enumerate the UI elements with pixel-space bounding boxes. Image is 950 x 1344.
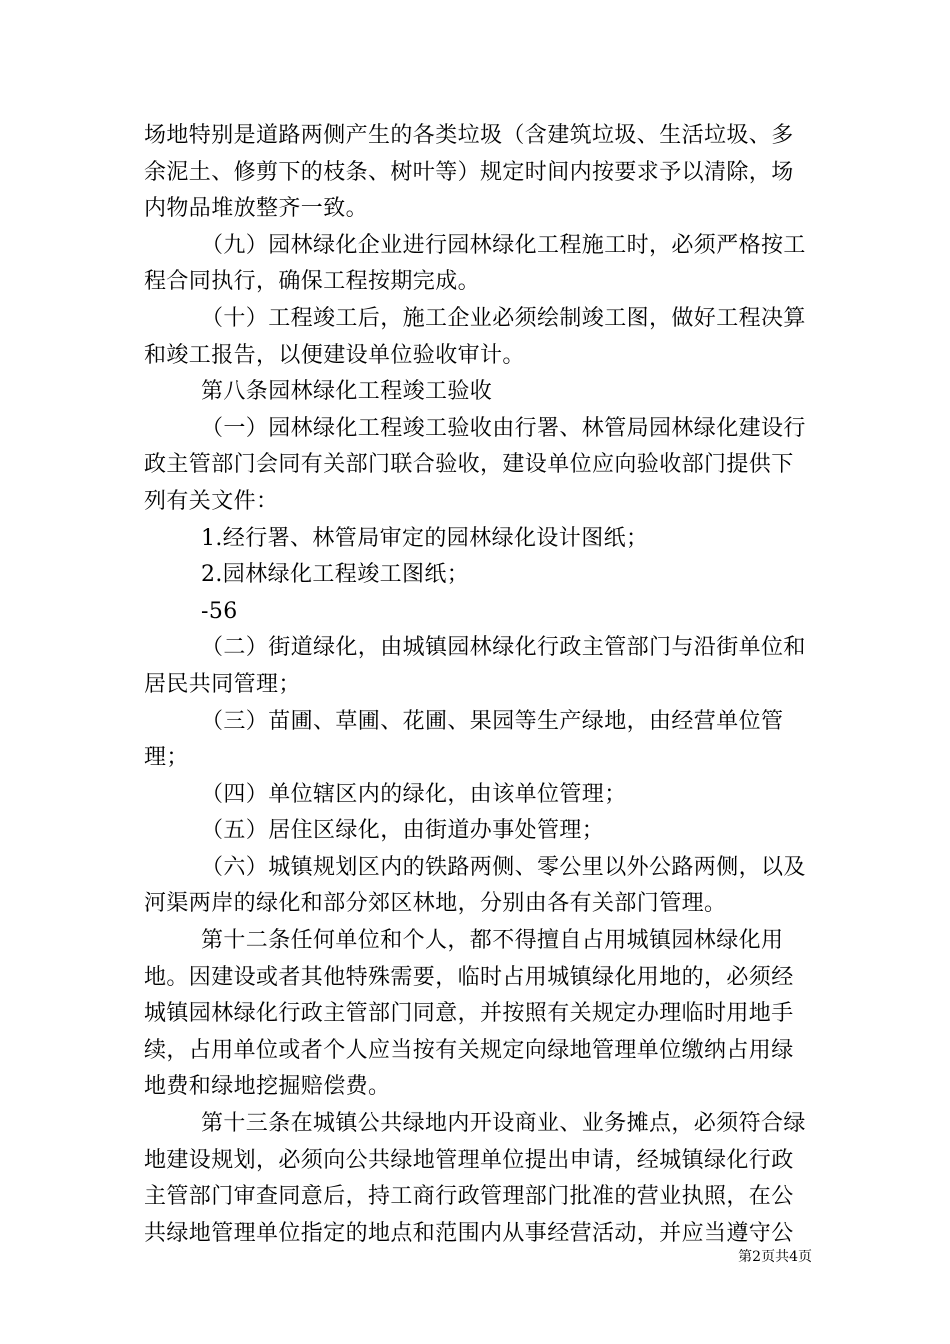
- list-item-1: 1.经行署、林管局审定的园林绿化设计图纸；: [201, 525, 649, 551]
- paragraph-2: （九）园林绿化企业进行园林绿化工程施工时，必须严格按工程合同执行，确保工程按期完成。: [144, 232, 806, 295]
- paragraph-9: （二）街道绿化，由城镇园林绿化行政主管部门与沿街单位和居民共同管理；: [144, 635, 806, 697]
- document-body: [144, 118, 812, 1252]
- paragraph-1: 场地特别是道路两侧产生的各类垃圾（含建筑垃圾、生活垃圾、多余泥土、修剪下的枝条、树叶等）规定时间内按要求予以清除，场内物品堆放整齐一致。: [144, 123, 794, 222]
- article-12-paragraph: 第十二条任何单位和个人，都不得擅自占用城镇园林绿化用地。因建设或者其他特殊需要，临时占用城镇绿化用地的，必须经城镇园林绿化行政主管部门同意，并按照有关规定办理临时用地手续，占用单位或者个人应当按有关规定向绿地管理单位缴纳占用绿地费和绿地挖掘赔偿费。: [144, 928, 794, 1100]
- paragraph-13: （六）城镇规划区内的铁路两侧、零公里以外公路两侧，以及河渠两岸的绿化和部分郊区林地，分别由各有关部门管理。: [144, 854, 806, 917]
- article-13-paragraph: 第十三条在城镇公共绿地内开设商业、业务摊点，必须符合绿地建设规划，必须向公共绿地管理单位提出申请，经城镇绿化行政主管部门审查同意后，持工商行政管理部门批准的营业执照，在公共绿地管理单位指定的地点和范围内从事经营活动，并应当遵守公: [144, 1111, 806, 1246]
- paragraph-11: （四）单位辖区内的绿化，由该单位管理；: [201, 781, 627, 807]
- page-break-number: -56: [201, 598, 238, 624]
- paragraph-10: （三）苗圃、草圃、花圃、果园等生产绿地，由经营单位管理；: [144, 708, 784, 771]
- paragraph-12: （五）居住区绿化，由街道办事处管理；: [201, 818, 605, 844]
- paragraph-3: （十）工程竣工后，施工企业必须绘制竣工图，做好工程决算和竣工报告，以便建设单位验收审计。: [144, 305, 806, 368]
- paragraph-5: （一）园林绿化工程竣工验收由行署、林管局园林绿化建设行政主管部门会同有关部门联合验收，建设单位应向验收部门提供下列有关文件：: [144, 415, 806, 514]
- page-number-footer: 第2页共4页: [738, 1249, 812, 1265]
- section-heading-article-8: 第八条园林绿化工程竣工验收: [201, 379, 493, 405]
- list-item-2: 2.园林绿化工程竣工图纸；: [201, 562, 470, 588]
